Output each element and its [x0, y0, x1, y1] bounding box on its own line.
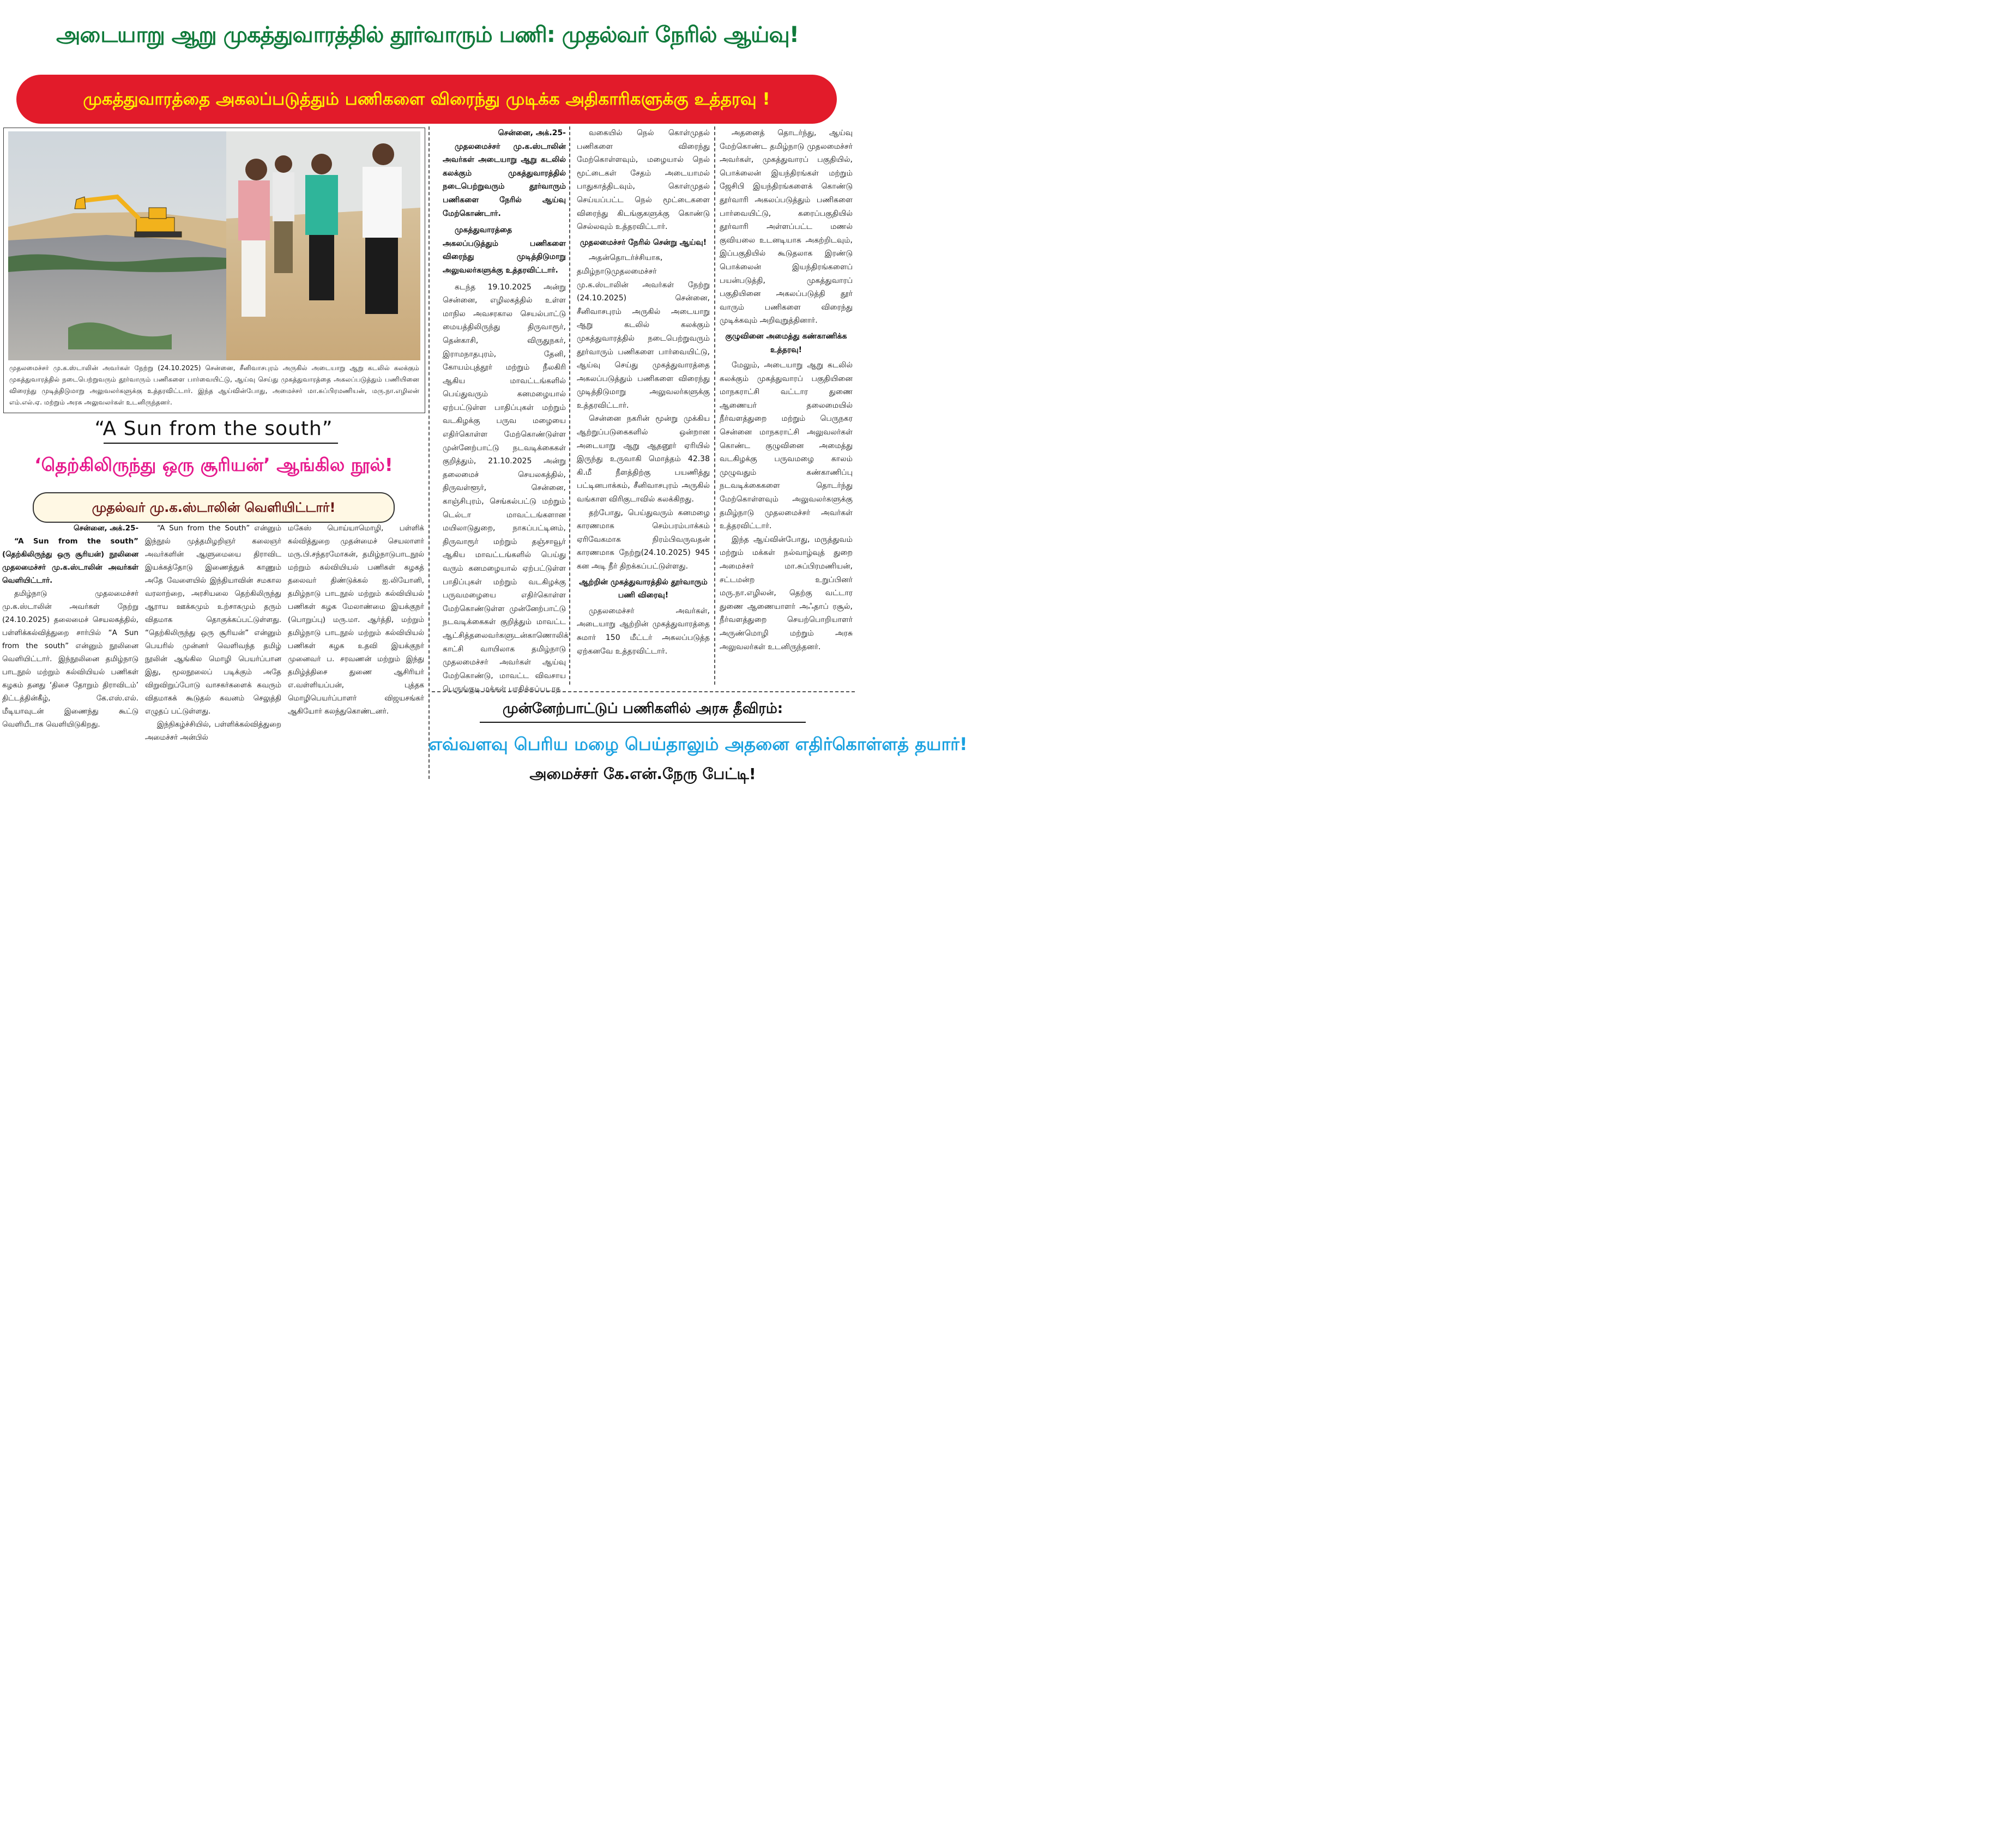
- article1-lead: முதலமைச்சர் மு.க.ஸ்டாலின் அவர்கள் அடையாறு ஆறு கடலில் கலக்கும் முகத்துவாரத்தில் நடைபெற்றுவரும் தூர்வாரும் பணிகளை நேரில் ஆய்வு மேற்கொண்டார்.: [443, 142, 566, 218]
- bottom-headline: எவ்வளவு பெரிய மழை பெய்தாலும் அதனை எதிர்கொள்ளத் தயார்!: [428, 734, 968, 754]
- article1-c3-p2: சென்னை நகரின் மூன்று முக்கிய ஆற்றுப்படுகைகளில் ஒன்றான அடையாறு ஆறு ஆதனூர் ஏரியில் இருந்து உருவாகி மொத்தம் 42.38 கி.மீ நீளத்திற்கு பயணித்து பட்டினபாக்கம், சீனிவாசபுரம் அருகில் வங்காள விரிகுடாவில் கலக்கிறது.: [577, 414, 710, 504]
- article1-p1: கடந்த 19.10.2025 அன்று சென்னை, எழிலகத்தில் உள்ள மாநில அவசரகால செயல்பாட்டு மையத்திலிருந்து திருவாரூர், தென்காசி, விருதுநகர், இராமநாதபுரம், தேனி, கோயம்புத்தூர் மற்றும் நீலகிரி ஆகிய மாவட்டங்களில் பெய்துவரும் கனமழையால் ஏற்பட்டுள்ள பாதிப்புகள் மற்றும் வடகிழக்கு பருவ மழையை எதிர்கொள்ள மேற்கொண்டுள்ள முன்னேற்பாட்டு நடவடிக்கைகள் குறித்தும், 21.10.2025 அன்று தலைமைச் செயலகத்தில், திருவள்ளூர், சென்னை, காஞ்சிபுரம், செங்கல்பட்டு மற்றும் டெல்டா மாவட்டங்களான மயிலாடுதுறை, நாகப்பட்டினம், திருவாரூர் மற்றும் தஞ்சாவூர் ஆகிய மாவட்டங்களில் பெய்து வரும் கனமழையால் ஏற்பட்டுள்ள பாதிப்புகள் மற்றும் வடகிழக்கு பருவமழையை எதிர்கொள்ள மேற்கொண்டுள்ள முன்னேற்பாட்டு நடவடிக்கைகள் குறித்தும் மாவட்ட ஆட்சித்தலைவர்களுடன்காணொலிக் காட்சி வாயிலாக தமிழ்நாடு முதலமைச்சர் அவர்கள் ஆய்வு மேற்கொண்டு, மாவட்ட விவசாய பெருங்குடி மக்கள் பாதிக்கப்படாத: [443, 282, 569, 694]
- bottom-divider: [432, 691, 855, 692]
- article2-column-2: [145, 522, 281, 745]
- article1-column-1: [443, 126, 569, 696]
- section-divider: [428, 126, 430, 779]
- article1-c3-p3: தற்போது, பெய்துவரும் கனமழை காரணமாக செம்பரம்பாக்கம் ஏரிவேகமாக நிரம்பிவருவதன் காரணமாக நேற்று(24.10.2025) 945 கன அடி நீர் திறக்கப்பட்டுள்ளது.: [577, 508, 710, 571]
- news-photo: [8, 131, 420, 360]
- article1-c3-p4: முதலமைச்சர் அவர்கள், அடையாறு ஆற்றின் முகத்துவாரத்தை சுமார் 150 மீட்டர் அகலப்படுத்த ஏற்கனவே உத்தரவிட்டார்.: [577, 606, 710, 656]
- article2-p3: இந்நிகழ்ச்சியில், பள்ளிக்கல்வித்துறை அமைச்சர் அன்பில்: [145, 721, 281, 742]
- article2-dateline: சென்னை, அக்.25-: [74, 524, 138, 533]
- article2-lead: “A Sun from the south” (தெற்கிலிருந்து ஒரு சூரியன்) நூலினை முதலமைச்சர் மு.க.ஸ்டாலின் அவர்கள் வெளியிட்டார்.: [2, 537, 138, 585]
- bottom-subheadline: அமைச்சர் கே.என்.நேரு பேட்டி!: [529, 765, 756, 783]
- article2-column-3: [288, 522, 424, 718]
- article1-subhead-1: முதலமைச்சர் நேரில் சென்று ஆய்வு!: [580, 238, 707, 247]
- article2-p1: தமிழ்நாடு முதலமைச்சர் மு.க.ஸ்டாலின் அவர்கள் நேற்று (24.10.2025) தலைமைச் செயலகத்தில், பள்ளிக்கல்வித்துறை சார்பில் “A Sun from the south” என்னும் நூலினை வெளியிட்டார். இந்நூலினை தமிழ்நாடு பாடநூல் மற்றும் கல்வியியல் பணிகள் கழகம் தனது ‘திசை தோறும் திராவிடம்’ திட்டத்தின்கீழ், கே.எஸ்.எல். மீடியாவுடன் இணைந்து கூட்டு வெளியீடாக வெளியிடுகிறது.: [2, 590, 138, 729]
- release-pill: [33, 492, 395, 523]
- photo-box: [3, 128, 425, 413]
- article1-c4-p2: மேலும், அடையாறு ஆறு கடலில் கலக்கும் முகத்துவாரப் பகுதியினை மாநகராட்சி வட்டார துணை ஆணையர் தலைமையில் நீர்வளத்துறை மற்றும் பெருநகர சென்னை மாநகராட்சி அலுவலர்கள் கொண்ட குழுவினை அமைத்து வடகிழக்கு பருவமழை காலம் முழுவதும் கண்காணிப்பு நடவடிக்கைகளை தொடர்ந்து மேற்கொள்ளவும் அலுவலர்களுக்கு தமிழ்நாடு முதலமைச்சர் அவர்கள் உத்தரவிட்டார்.: [720, 361, 853, 531]
- column-divider: [714, 126, 715, 685]
- main-headline: அடையாறு ஆறு முகத்துவாரத்தில் தூர்வாரும் பணி: முதல்வர் நேரில் ஆய்வு!: [56, 22, 799, 47]
- article1-c3-p1: அதன்தொடர்ச்சியாக, தமிழ்நாடுமுதலமைச்சர் மு.க.ஸ்டாலின் அவர்கள் நேற்று (24.10.2025) சென்னை, சீனிவாசபுரம் அருகில் அடையாறு ஆறு கடலில் கலக்கும் முகத்துவாரத்தில் நடைபெற்றுவரும் தூர்வாரும் பணிகளை பார்வையிட்டு, ஆய்வு செய்து முகத்துவாரத்தை அகலப்படுத்தும் பணிகளை விரைந்து முடித்திடுமாறு அலுவலர்களுக்கு உத்தரவிட்டார்.: [577, 253, 710, 410]
- article1-c4-p3: இந்த ஆய்வின்போது, மருத்துவம் மற்றும் மக்கள் நல்வாழ்வுத் துறை அமைச்சர் மா.சுப்பிரமணியன், சட்டமன்ற உறுப்பினர் மரு.நா.எழிலன், தெற்கு வட்டார துணை ஆணையாளர் அஃதாப் ரசூல், நீர்வளத்துறை செயற்பொறியாளர் அருண்மொழி மற்றும் அரசு அலுவலர்கள் உடனிருந்தனர்.: [720, 535, 853, 651]
- book-tamil-title: ‘தெற்கிலிருந்து ஒரு சூரியன்’ ஆங்கில நூல்!: [34, 454, 393, 475]
- article1-lead2: முகத்துவாரத்தை அகலப்படுத்தும் பணிகளை விரைந்து முடித்திடுமாறு அலுவலர்களுக்கு உத்தரவிட்டார்.: [443, 226, 566, 275]
- article1-subhead-2: ஆற்றின் முகத்துவாரத்தில் தூர்வாரும் பணி விரைவு!: [579, 577, 708, 600]
- article2-p2: “A Sun from the South” என்னும் இந்நூல் முத்தமிழறிஞர் கலைஞர் அவர்களின் ஆளுமையை திராவிட இயக்கத்தோடு இணைத்துக் காணும் அதே வேளையில் இந்தியாவின் சமகால வரலாற்றை, அரசியலை தெற்கிலிருந்து ஆராய ஊக்கமும் உற்சாகமும் தரும் விதமாக தொகுக்கப்பட்டுள்ளது. “தெற்கிலிருந்து ஒரு சூரியன்” என்னும் பெயரில் முன்னர் வெளிவந்த தமிழ் நூலின் ஆங்கில மொழி பெயர்ப்பான இது, மூலநூலைப் படிக்கும் அதே விறுவிறுப்போடு வாசகர்களைக் கவரும் விதமாகக் கூடுதல் கவனம் செலுத்தி எழுதப் பட்டுள்ளது.: [145, 524, 281, 716]
- bottom-kicker-underline: [480, 722, 806, 723]
- article1-dateline: சென்னை, அக்.25-: [498, 129, 566, 137]
- photo-illustration: [8, 131, 420, 360]
- photo-caption: முதலமைச்சர் மு.க.ஸ்டாலின் அவர்கள் நேற்று (24.10.2025) சென்னை, சீனிவாசபுரம் அருகில் அடையாறு ஆறு கடலில் கலக்கும் முகத்துவாரத்தில் நடைபெற்றுவரும் தூர்வாரும் பணிகளை பார்வையிட்டு, ஆய்வு செய்து முகத்துவாரத்தை அகலப்படுத்தும் பணியினை விரைந்து முடித்திடுமாறு அலுவலர்களுக்கு உத்தரவிட்டார். இந்த ஆய்வின்போது, அமைச்சர் மா.சுப்பிரமணியன், மரு.நா.எழிலன் எம்.எல்.ஏ. மற்றும் அரசு அலுவலர்கள் உடனிருந்தனர்.: [9, 364, 419, 406]
- subheadline-banner: [16, 75, 837, 124]
- article1-c3-p0: வகையில் நெல் கொள்முதல் பணிகளை விரைந்து மேற்கொள்ளவும், மழையால் நெல் மூட்டைகள் சேதம் அடையாமல் பாதுகாத்திடவும், கொள்முதல் செய்யப்பட்ட நெல் மூட்டைகளை விரைந்து கிடங்குகளுக்கு கொண்டு செல்லவும் உத்தரவிட்டார்.: [577, 129, 710, 232]
- article2-p4: மகேஸ் பொய்யாமொழி, பள்ளிக் கல்வித்துறை முதன்மைச் செயலாளர் மரு.பி.சந்தரமோகன், தமிழ்நாடுபாடநூல் மற்றும் கல்வியியல் பணிகள் கழகத் தலைவர் திண்டுக்கல் ஐ.லியோனி, தமிழ்நாடு பாடநூல் மற்றும் கல்வியியல் பணிகள் கழக மேலாண்மை இயக்குநர் (பொறுப்பு) மரு.மா. ஆர்த்தி, மற்றும் தமிழ்நாடு பாடநூல் மற்றும் கல்வியியல் பணிகள் கழக உதவி இயக்குநர் முனைவர் ப. சரவணன் மற்றும் இந்து தமிழ்த்திசை துணை ஆசிரியர் எ.வள்ளியப்பன், புத்தக மொழிபெயர்ப்பாளர் விஜயசங்கர் ஆகியோர் கலந்துகொண்டனர்.: [288, 524, 424, 716]
- subheadline-text: முகத்துவாரத்தை அகலப்படுத்தும் பணிகளை விரைந்து முடிக்க அதிகாரிகளுக்கு உத்தரவு !: [83, 89, 770, 109]
- article1-c4-p1: அதனைத் தொடர்ந்து, ஆய்வு மேற்கொண்ட தமிழ்நாடு முதலமைச்சர் அவர்கள், முகத்துவாரப் பகுதியில், பொக்லைன் இயந்திரங்கள் மற்றும் ஜேசிபி இயந்திரங்களைக் கொண்டு தூர்வாரி அகலப்படுத்தும் பணிகளை பார்வையிட்டு, கரைப்பகுதியில் தூர்வாரி அள்ளப்பட்ட மணல் குவியலை உடனடியாக அகற்றிடவும், இப்பகுதியில் கூடுதலாக இரண்டு பொக்லைன் இயந்திரங்களைப் பயன்படுத்தி, முகத்துவாரப் பகுதியினை அகலப்படுத்தி தூர் வாரும் பணிகளை விரைந்து முடிக்கவும் அறிவுறுத்தினார்.: [720, 129, 853, 325]
- release-pill-text: முதல்வர் மு.க.ஸ்டாலின் வெளியிட்டார்!: [92, 500, 336, 515]
- bottom-kicker: முன்னேற்பாட்டுப் பணிகளில் அரசு தீவிரம்:: [502, 700, 783, 717]
- title-underline: [104, 443, 338, 444]
- article1-column-3: [720, 126, 853, 654]
- people-group: [238, 143, 402, 317]
- book-english-title: “A Sun from the south”: [94, 418, 333, 440]
- column-divider: [569, 126, 570, 685]
- article1-column-2: [577, 126, 710, 658]
- article2-column-1: [2, 522, 138, 732]
- article1-subhead-3: குழுவினை அமைத்து கண்காணிக்க உத்தரவு!: [725, 331, 847, 354]
